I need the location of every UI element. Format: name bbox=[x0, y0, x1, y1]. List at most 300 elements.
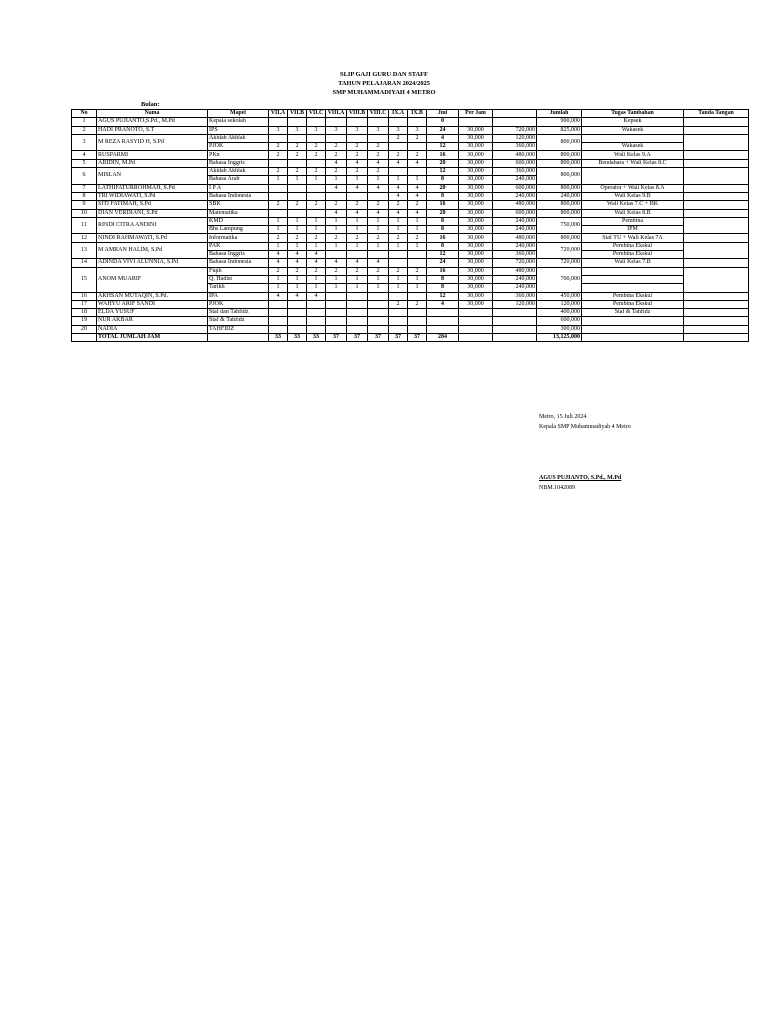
class-hours-cell: 1 bbox=[347, 226, 368, 234]
class-hours-cell bbox=[408, 259, 427, 267]
class-hours-cell bbox=[408, 143, 427, 151]
total-label: TOTAL JUMLAH JAM bbox=[97, 334, 208, 342]
salary-amount: 120,000 bbox=[537, 300, 582, 308]
col-header-mapel: Mapel bbox=[208, 110, 269, 118]
extra-duty-cell: Pembina Ekskul bbox=[582, 300, 684, 308]
rate-per-hour-cell: 30,000 bbox=[459, 292, 493, 300]
col-header-class: VIII.C bbox=[368, 110, 389, 118]
class-hours-cell bbox=[347, 300, 368, 308]
col-header-nama: Nama bbox=[97, 110, 208, 118]
class-hours-cell: 2 bbox=[269, 151, 288, 159]
signature-cell bbox=[684, 126, 749, 134]
class-hours-cell: 4 bbox=[408, 209, 427, 217]
class-hours-cell: 2 bbox=[408, 234, 427, 242]
subject-cell: Bahasa Inggris bbox=[208, 159, 269, 167]
class-hours-cell bbox=[288, 325, 307, 333]
row-number: 18 bbox=[72, 309, 97, 317]
signature-cell bbox=[684, 259, 749, 267]
rate-per-hour-cell bbox=[459, 317, 493, 325]
total-hours-cell: 8 bbox=[427, 217, 459, 225]
teacher-name: NUR AKBAR bbox=[97, 317, 208, 325]
rate-per-hour-cell: 30,000 bbox=[459, 267, 493, 275]
col-header-subtotal bbox=[493, 110, 537, 118]
col-header-class: VII.B bbox=[288, 110, 307, 118]
class-hours-cell: 1 bbox=[368, 176, 389, 184]
class-hours-cell: 4 bbox=[269, 251, 288, 259]
class-hours-cell: 1 bbox=[347, 217, 368, 225]
teacher-name: NADIA bbox=[97, 325, 208, 333]
salary-amount: 300,000 bbox=[537, 325, 582, 333]
class-hours-cell bbox=[269, 118, 288, 126]
class-hours-cell bbox=[307, 134, 326, 142]
subtotal-cell: 240,000 bbox=[493, 226, 537, 234]
signature-cell bbox=[684, 325, 749, 333]
class-hours-cell: 2 bbox=[326, 267, 347, 275]
class-hours-cell: 2 bbox=[368, 201, 389, 209]
teacher-name: RINDI CITRA ANDINI bbox=[97, 217, 208, 234]
rate-per-hour-cell: 30,000 bbox=[459, 176, 493, 184]
class-hours-cell bbox=[347, 309, 368, 317]
signature-nbm: NBM.1042089 bbox=[539, 485, 576, 491]
teacher-name: HADI PRANOTO, S.T bbox=[97, 126, 208, 134]
class-hours-cell bbox=[347, 251, 368, 259]
class-hours-cell bbox=[326, 317, 347, 325]
total-hours-cell: 16 bbox=[427, 151, 459, 159]
signature-cell bbox=[684, 217, 749, 234]
class-hours-cell: 4 bbox=[347, 209, 368, 217]
teacher-name: ABIDIN, M.Pd bbox=[97, 159, 208, 167]
table-row bbox=[72, 317, 749, 325]
rate-per-hour-cell: 30,000 bbox=[459, 217, 493, 225]
extra-duty-cell: Wakasek bbox=[582, 126, 684, 134]
class-hours-cell bbox=[288, 300, 307, 308]
table-row bbox=[72, 134, 749, 142]
class-hours-cell: 1 bbox=[269, 275, 288, 283]
subject-cell: PAK bbox=[208, 242, 269, 250]
class-hours-cell bbox=[326, 134, 347, 142]
class-hours-cell: 4 bbox=[368, 259, 389, 267]
class-hours-cell: 1 bbox=[347, 176, 368, 184]
class-hours-cell: 2 bbox=[288, 151, 307, 159]
class-hours-cell: 1 bbox=[307, 242, 326, 250]
salary-amount: 600,000 bbox=[537, 317, 582, 325]
class-hours-cell: 1 bbox=[408, 217, 427, 225]
class-hours-cell: 1 bbox=[288, 275, 307, 283]
teacher-name: DIAN VERDIANI, S.Pd bbox=[97, 209, 208, 217]
extra-duty-cell: Wali Kelas 7.B bbox=[582, 259, 684, 267]
subtotal-cell: 240,000 bbox=[493, 217, 537, 225]
subject-cell: Bahasa Inggris bbox=[208, 251, 269, 259]
teacher-name: MISLAN bbox=[97, 168, 208, 185]
month-label: Bulan: bbox=[141, 101, 160, 108]
signature-cell bbox=[684, 317, 749, 325]
table-row bbox=[72, 234, 749, 242]
total-hours-cell: 24 bbox=[427, 126, 459, 134]
total-hours-cell: 8 bbox=[427, 226, 459, 234]
academic-year-title: TAHUN PELAJARAN 2024/2025 bbox=[338, 80, 430, 87]
subtotal-cell: 480,000 bbox=[493, 201, 537, 209]
table-row bbox=[72, 325, 749, 333]
row-number: 4 bbox=[72, 151, 97, 159]
salary-amount: 800,000 bbox=[537, 201, 582, 209]
signature-cell bbox=[684, 209, 749, 217]
signature-cell bbox=[684, 292, 749, 300]
class-hours-cell: 4 bbox=[347, 184, 368, 192]
total-spacer bbox=[582, 334, 684, 342]
class-hours-cell: 3 bbox=[389, 126, 408, 134]
class-hours-cell: 1 bbox=[389, 242, 408, 250]
class-hours-cell bbox=[368, 292, 389, 300]
rate-per-hour-cell bbox=[459, 325, 493, 333]
subject-cell: PJOK bbox=[208, 143, 269, 151]
salary-amount: 720,000 bbox=[537, 259, 582, 267]
class-hours-cell bbox=[347, 192, 368, 200]
total-hours-cell: 8 bbox=[427, 284, 459, 292]
class-hours-cell: 2 bbox=[307, 168, 326, 176]
class-hours-cell: 1 bbox=[326, 284, 347, 292]
class-hours-cell bbox=[368, 317, 389, 325]
subtotal-cell: 120,000 bbox=[493, 300, 537, 308]
total-jml: 284 bbox=[427, 334, 459, 342]
rate-per-hour-cell: 30,000 bbox=[459, 284, 493, 292]
class-hours-cell: 1 bbox=[368, 226, 389, 234]
total-spacer bbox=[459, 334, 493, 342]
total-hours-cell: 12 bbox=[427, 143, 459, 151]
total-hours-cell bbox=[427, 325, 459, 333]
rate-per-hour-cell bbox=[459, 118, 493, 126]
teacher-name: M REZA RASYID H, S.Pd bbox=[97, 134, 208, 151]
class-hours-cell: 2 bbox=[288, 267, 307, 275]
subtotal-cell: 600,000 bbox=[493, 159, 537, 167]
class-hours-cell: 4 bbox=[288, 251, 307, 259]
subtotal-cell: 480,000 bbox=[493, 151, 537, 159]
rate-per-hour-cell: 30,000 bbox=[459, 251, 493, 259]
class-hours-cell: 3 bbox=[347, 126, 368, 134]
total-class-hours: 37 bbox=[408, 334, 427, 342]
extra-duty-cell: Pembina Ekskul bbox=[582, 292, 684, 300]
class-hours-cell: 1 bbox=[347, 284, 368, 292]
table-row bbox=[72, 300, 749, 308]
row-number: 10 bbox=[72, 209, 97, 217]
subtotal-cell: 240,000 bbox=[493, 284, 537, 292]
subtotal-cell bbox=[493, 325, 537, 333]
class-hours-cell bbox=[269, 134, 288, 142]
class-hours-cell bbox=[326, 118, 347, 126]
extra-duty-cell: Bendahara + Wali Kelas 8.C bbox=[582, 159, 684, 167]
class-hours-cell: 2 bbox=[307, 234, 326, 242]
class-hours-cell: 4 bbox=[307, 251, 326, 259]
total-hours-cell bbox=[427, 309, 459, 317]
col-header-per-jam: Per Jam bbox=[459, 110, 493, 118]
salary-amount: 825,000 bbox=[537, 126, 582, 134]
total-spacer bbox=[208, 334, 269, 342]
subtotal-cell: 240,000 bbox=[493, 192, 537, 200]
total-spacer bbox=[72, 334, 97, 342]
class-hours-cell: 2 bbox=[368, 267, 389, 275]
teacher-name: RUSPARMI bbox=[97, 151, 208, 159]
table-row bbox=[72, 242, 749, 250]
total-class-hours: 37 bbox=[368, 334, 389, 342]
salary-amount: 400,000 bbox=[537, 309, 582, 317]
class-hours-cell: 4 bbox=[326, 159, 347, 167]
class-hours-cell bbox=[389, 292, 408, 300]
row-number: 14 bbox=[72, 259, 97, 267]
class-hours-cell: 4 bbox=[408, 159, 427, 167]
subject-cell: Kepala sekolah bbox=[208, 118, 269, 126]
class-hours-cell: 1 bbox=[307, 275, 326, 283]
subject-cell: Bahasa Indonesia bbox=[208, 192, 269, 200]
class-hours-cell: 1 bbox=[269, 217, 288, 225]
class-hours-cell: 1 bbox=[408, 284, 427, 292]
class-hours-cell: 4 bbox=[326, 209, 347, 217]
total-hours-cell: 20 bbox=[427, 159, 459, 167]
class-hours-cell bbox=[307, 118, 326, 126]
table-row bbox=[72, 126, 749, 134]
class-hours-cell bbox=[288, 317, 307, 325]
class-hours-cell bbox=[307, 192, 326, 200]
class-hours-cell: 4 bbox=[288, 259, 307, 267]
col-header-tugas: Tugas Tambahan bbox=[582, 110, 684, 118]
teacher-name: WAHYU ARIF SANDI bbox=[97, 300, 208, 308]
table-row bbox=[72, 217, 749, 225]
class-hours-cell: 2 bbox=[307, 151, 326, 159]
rate-per-hour-cell: 30,000 bbox=[459, 159, 493, 167]
subject-cell: KMD bbox=[208, 217, 269, 225]
class-hours-cell bbox=[326, 325, 347, 333]
rate-per-hour-cell: 30,000 bbox=[459, 275, 493, 283]
class-hours-cell: 1 bbox=[347, 275, 368, 283]
subtotal-cell bbox=[493, 309, 537, 317]
signature-place-date: Metro, 15 Juli 2024 bbox=[539, 414, 587, 420]
total-hours-cell: 8 bbox=[427, 242, 459, 250]
total-hours-cell: 16 bbox=[427, 201, 459, 209]
signature-cell bbox=[684, 300, 749, 308]
salary-amount: 800,000 bbox=[537, 209, 582, 217]
total-class-hours: 33 bbox=[288, 334, 307, 342]
subject-cell: Akidah Akhlak bbox=[208, 134, 269, 142]
col-header-class: VII.C bbox=[307, 110, 326, 118]
signature-cell bbox=[684, 192, 749, 200]
class-hours-cell: 4 bbox=[389, 192, 408, 200]
rate-per-hour-cell: 30,000 bbox=[459, 134, 493, 142]
total-class-hours: 37 bbox=[389, 334, 408, 342]
class-hours-cell: 2 bbox=[408, 201, 427, 209]
class-hours-cell bbox=[389, 325, 408, 333]
class-hours-cell bbox=[269, 300, 288, 308]
class-hours-cell bbox=[368, 251, 389, 259]
total-hours-cell: 8 bbox=[427, 192, 459, 200]
class-hours-cell: 2 bbox=[288, 143, 307, 151]
class-hours-cell: 4 bbox=[389, 159, 408, 167]
class-hours-cell bbox=[288, 309, 307, 317]
subtotal-cell: 360,000 bbox=[493, 168, 537, 176]
salary-amount: 900,000 bbox=[537, 118, 582, 126]
class-hours-cell: 4 bbox=[307, 259, 326, 267]
extra-duty-cell: Wali Kelas 9.A bbox=[582, 151, 684, 159]
row-number: 11 bbox=[72, 217, 97, 234]
subject-cell: Bahasa Arab bbox=[208, 176, 269, 184]
class-hours-cell: 1 bbox=[326, 275, 347, 283]
extra-duty-cell bbox=[582, 284, 684, 292]
signature-cell bbox=[684, 159, 749, 167]
class-hours-cell bbox=[269, 325, 288, 333]
class-hours-cell bbox=[347, 134, 368, 142]
col-header-class: IX.A bbox=[389, 110, 408, 118]
class-hours-cell bbox=[307, 317, 326, 325]
signature-cell bbox=[684, 168, 749, 185]
class-hours-cell bbox=[307, 209, 326, 217]
total-spacer bbox=[493, 334, 537, 342]
subject-cell: Staf dan Tahfidz bbox=[208, 309, 269, 317]
salary-amount: 450,000 bbox=[537, 292, 582, 300]
class-hours-cell bbox=[288, 118, 307, 126]
salary-amount: 800,000 bbox=[537, 159, 582, 167]
extra-duty-cell bbox=[582, 275, 684, 283]
extra-duty-cell bbox=[582, 168, 684, 185]
teacher-name: TRI WIDIAWATI, S.Pd bbox=[97, 192, 208, 200]
class-hours-cell: 2 bbox=[368, 151, 389, 159]
teacher-name: M AMRAN HALIM, S.Pd bbox=[97, 242, 208, 259]
extra-duty-cell: Wali Kelas 8.B bbox=[582, 209, 684, 217]
class-hours-cell: 1 bbox=[389, 275, 408, 283]
table-row bbox=[72, 309, 749, 317]
class-hours-cell bbox=[408, 251, 427, 259]
rate-per-hour-cell: 30,000 bbox=[459, 201, 493, 209]
row-number: 7 bbox=[72, 184, 97, 192]
row-number: 20 bbox=[72, 325, 97, 333]
class-hours-cell bbox=[368, 118, 389, 126]
class-hours-cell: 4 bbox=[368, 159, 389, 167]
row-number: 9 bbox=[72, 201, 97, 209]
class-hours-cell: 2 bbox=[347, 267, 368, 275]
rate-per-hour-cell: 30,000 bbox=[459, 259, 493, 267]
class-hours-cell: 3 bbox=[288, 126, 307, 134]
class-hours-cell: 1 bbox=[408, 275, 427, 283]
subject-cell: PJOK bbox=[208, 300, 269, 308]
extra-duty-cell bbox=[582, 317, 684, 325]
class-hours-cell: 4 bbox=[389, 184, 408, 192]
class-hours-cell: 2 bbox=[326, 151, 347, 159]
salary-amount: 800,000 bbox=[537, 134, 582, 151]
teacher-name: ADINDA VIVI ALUNNIA, S.Pd bbox=[97, 259, 208, 267]
class-hours-cell: 1 bbox=[368, 217, 389, 225]
class-hours-cell: 1 bbox=[269, 226, 288, 234]
total-hours-cell: 4 bbox=[427, 134, 459, 142]
row-number: 6 bbox=[72, 168, 97, 185]
class-hours-cell: 4 bbox=[347, 259, 368, 267]
class-hours-cell: 4 bbox=[408, 184, 427, 192]
class-hours-cell: 1 bbox=[368, 275, 389, 283]
total-hours-cell: 12 bbox=[427, 292, 459, 300]
signature-cell bbox=[684, 201, 749, 209]
class-hours-cell: 4 bbox=[307, 292, 326, 300]
col-header-jml: Jml bbox=[427, 110, 459, 118]
class-hours-cell: 2 bbox=[269, 143, 288, 151]
class-hours-cell: 2 bbox=[288, 201, 307, 209]
class-hours-cell bbox=[368, 192, 389, 200]
total-spacer bbox=[684, 334, 749, 342]
class-hours-cell: 1 bbox=[307, 176, 326, 184]
rate-per-hour-cell bbox=[459, 309, 493, 317]
class-hours-cell: 1 bbox=[389, 176, 408, 184]
class-hours-cell: 1 bbox=[288, 217, 307, 225]
class-hours-cell: 4 bbox=[408, 192, 427, 200]
col-header-class: IX.B bbox=[408, 110, 427, 118]
row-number: 12 bbox=[72, 234, 97, 242]
teacher-name: AGUS PUJIANTO,S.Pd., M.Pd bbox=[97, 118, 208, 126]
subject-cell: Bhs Lampung bbox=[208, 226, 269, 234]
total-hours-cell: 16 bbox=[427, 234, 459, 242]
subtotal-cell: 240,000 bbox=[493, 242, 537, 250]
subject-cell: Q. Hadist bbox=[208, 275, 269, 283]
class-hours-cell: 2 bbox=[307, 143, 326, 151]
teacher-name: ANOM MUARIF bbox=[97, 267, 208, 292]
class-hours-cell bbox=[408, 168, 427, 176]
class-hours-cell: 2 bbox=[389, 151, 408, 159]
class-hours-cell bbox=[368, 134, 389, 142]
salary-amount: 800,000 bbox=[537, 184, 582, 192]
salary-amount: 700,000 bbox=[537, 267, 582, 292]
class-hours-cell: 4 bbox=[269, 292, 288, 300]
teacher-name: ELDA YUSUF bbox=[97, 309, 208, 317]
salary-amount: 800,000 bbox=[537, 151, 582, 159]
row-number: 2 bbox=[72, 126, 97, 134]
class-hours-cell: 1 bbox=[368, 242, 389, 250]
class-hours-cell: 2 bbox=[326, 143, 347, 151]
subtotal-cell bbox=[493, 118, 537, 126]
class-hours-cell bbox=[389, 259, 408, 267]
rate-per-hour-cell: 30,000 bbox=[459, 151, 493, 159]
subtotal-cell: 720,000 bbox=[493, 259, 537, 267]
subject-cell: IPS bbox=[208, 126, 269, 134]
class-hours-cell: 4 bbox=[347, 159, 368, 167]
class-hours-cell: 1 bbox=[389, 217, 408, 225]
class-hours-cell bbox=[347, 317, 368, 325]
col-header-class: VIII.B bbox=[347, 110, 368, 118]
class-hours-cell bbox=[368, 325, 389, 333]
class-hours-cell bbox=[408, 292, 427, 300]
class-hours-cell: 1 bbox=[288, 242, 307, 250]
subject-cell: Fiqih bbox=[208, 267, 269, 275]
class-hours-cell bbox=[288, 209, 307, 217]
class-hours-cell: 2 bbox=[408, 151, 427, 159]
class-hours-cell: 1 bbox=[326, 242, 347, 250]
class-hours-cell: 4 bbox=[368, 209, 389, 217]
class-hours-cell: 2 bbox=[408, 300, 427, 308]
total-class-hours: 37 bbox=[326, 334, 347, 342]
class-hours-cell: 3 bbox=[408, 126, 427, 134]
class-hours-cell bbox=[288, 184, 307, 192]
subject-cell: Matematika bbox=[208, 209, 269, 217]
class-hours-cell: 2 bbox=[347, 143, 368, 151]
class-hours-cell: 2 bbox=[269, 201, 288, 209]
salary-amount: 800,000 bbox=[537, 234, 582, 242]
col-header-no: No bbox=[72, 110, 97, 118]
total-hours-cell: 24 bbox=[427, 259, 459, 267]
class-hours-cell: 2 bbox=[326, 168, 347, 176]
row-number: 19 bbox=[72, 317, 97, 325]
subtotal-cell: 360,000 bbox=[493, 292, 537, 300]
col-header-class: VII.A bbox=[269, 110, 288, 118]
class-hours-cell: 2 bbox=[288, 168, 307, 176]
class-hours-cell bbox=[347, 325, 368, 333]
class-hours-cell: 2 bbox=[269, 168, 288, 176]
col-header-class: VIII.A bbox=[326, 110, 347, 118]
class-hours-cell bbox=[326, 309, 347, 317]
class-hours-cell: 3 bbox=[368, 126, 389, 134]
subject-cell: Staf & Tahfidz bbox=[208, 317, 269, 325]
class-hours-cell bbox=[389, 317, 408, 325]
